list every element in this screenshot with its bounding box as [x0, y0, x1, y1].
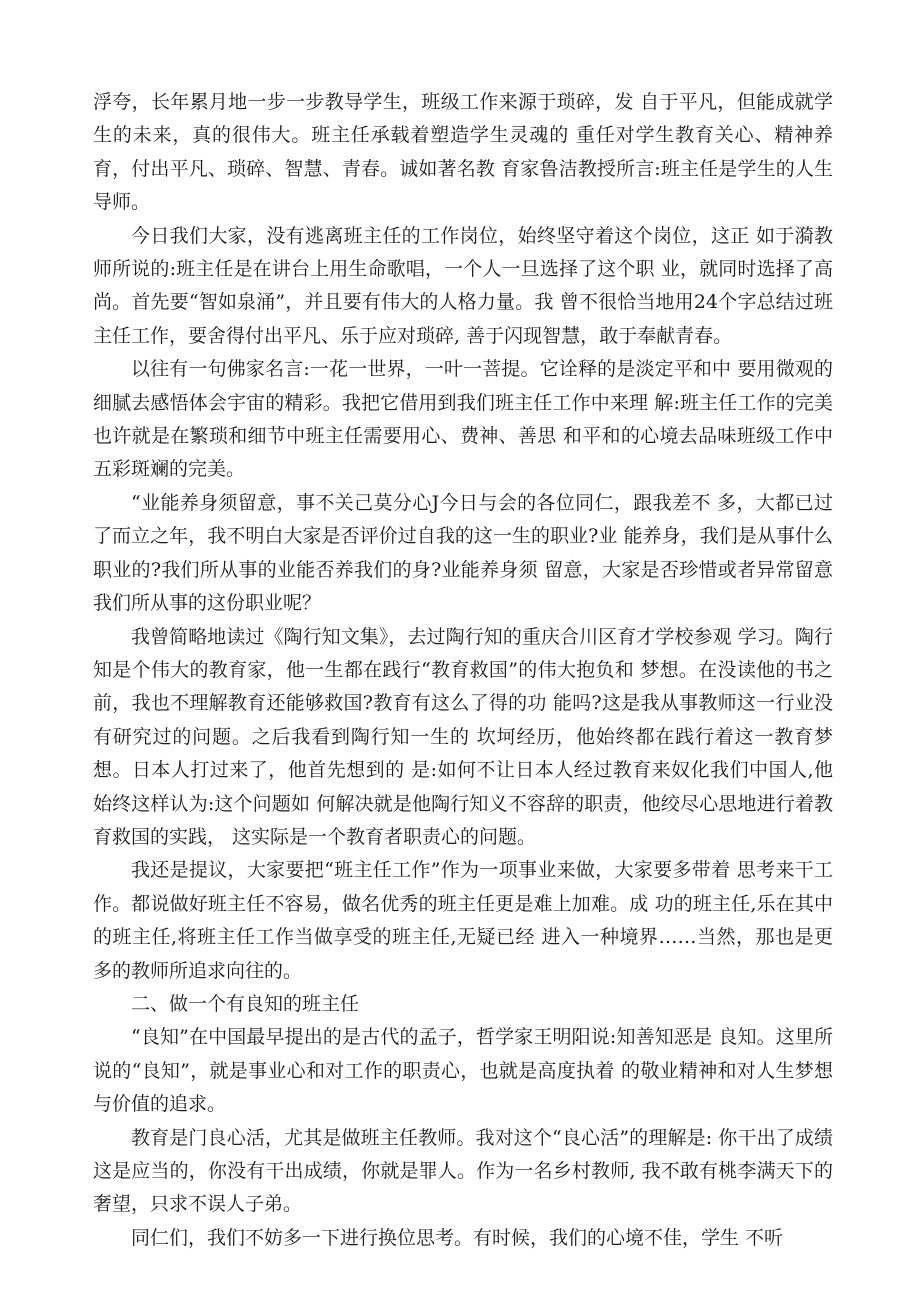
paragraph-8: 教育是门良心活，尤其是做班主任教师。我对这个“良心活”的理解是: 你干出了成绩这是应当的，你没有干出成绩，你就是罪人。作为一名乡村教师, 我不敢有桃李满天下的奢望，只求不误人子弟。	[93, 1126, 833, 1216]
paragraph-6: 我还是提议，大家要把“班主任工作”作为一项事业来做，大家要多带着 思考来干工作。都说做好班主任不容易，做名优秀的班主任更是难上加难。成 功的班主任,乐在其中的班主任,将班主任工作当做享受的班主任,无疑已经 进入一种境界……当然，那也是更多的教师所追求向往的。	[93, 859, 833, 982]
section-heading: 二、做一个有良知的班主任	[131, 992, 360, 1015]
paragraph-9: 同仁们，我们不妨多一下进行换位思考。有时候，我们的心境不佳，学生 不听	[131, 1226, 784, 1249]
paragraph-2: 今日我们大家，没有逃离班主任的工作岗位，始终坚守着这个岗位，这正 如于漪教师所说的:班主任是在讲台上用生命歌唱，一个人一旦选择了这个职 业，就同时选择了高尚。首先要“智如泉涌”，并且要有伟大的人格力量。我 曾不很恰当地用24个字总结过班主任工作，要舍得付出平凡、乐于应对琐碎, 善于闪现智慧，敢于奉献青春。	[93, 224, 833, 347]
paragraph-4: “业能养身须留意，事不关己莫分心J今日与会的各位同仁，跟我差不 多，大都已过了而立之年，我不明白大家是否评价过自我的这一生的职业?业 能养身，我们是从事什么职业的?我们所从事的业能否养我们的身?业能养身须 留意，大家是否珍惜或者异常留意我们所从事的这份职业呢？	[93, 491, 833, 615]
paragraph-3: 以往有一句佛家名言:一花一世界，一叶一菩提。它诠释的是淡定平和中 要用微观的细腻去感悟体会宇宙的精彩。我把它借用到我们班主任工作中来理 解:班主任工作的完美也许就是在繁琐和细节中班主任需要用心、费神、善思 和平和的心境去品味班级工作中五彩斑斓的完美。	[93, 358, 833, 481]
document-page	[93, 86, 833, 1255]
paragraph-1: 浮夸，长年累月地一步一步教导学生，班级工作来源于琐碎，发 自于平凡，但能成就学生的未来，真的很伟大。班主任承载着塑造学生灵魂的 重任对学生教育关心、精神养育，付出平凡、琐碎、智慧、青春。诚如著名教 育家鲁洁教授所言:班主任是学生的人生导师。	[93, 91, 833, 214]
paragraph-5: 我曾简略地读过《陶行知文集》，去过陶行知的重庆合川区育才学校参观 学习。陶行知是个伟大的教育家，他一生都在践行“教育救国”的伟大抱负和 梦想。在没读他的书之前，我也不理解教育还能够救国?教育有这么了得的功 能吗?这是我从事教师这一行业没有研究过的问题。之后我看到陶行知一生的 坎坷经历，他始终都在践行着这一教育梦想。日本人打过来了，他首先想到的 是:如何不让日本人经过教育来奴化我们中国人,他始终这样认为:这个问题如 何解决就是他陶行知义不容辞的职责，他绞尽心思地进行着教育救国的实践， 这实际是一个教育者职责心的问题。	[93, 625, 833, 848]
paragraph-7: “良知”在中国最早提出的是古代的孟子，哲学家王明阳说:知善知恶是 良知。这里所说的“良知”，就是事业心和对工作的职责心，也就是高度执着 的敬业精神和对人生梦想与价值的追求。	[93, 1026, 833, 1116]
